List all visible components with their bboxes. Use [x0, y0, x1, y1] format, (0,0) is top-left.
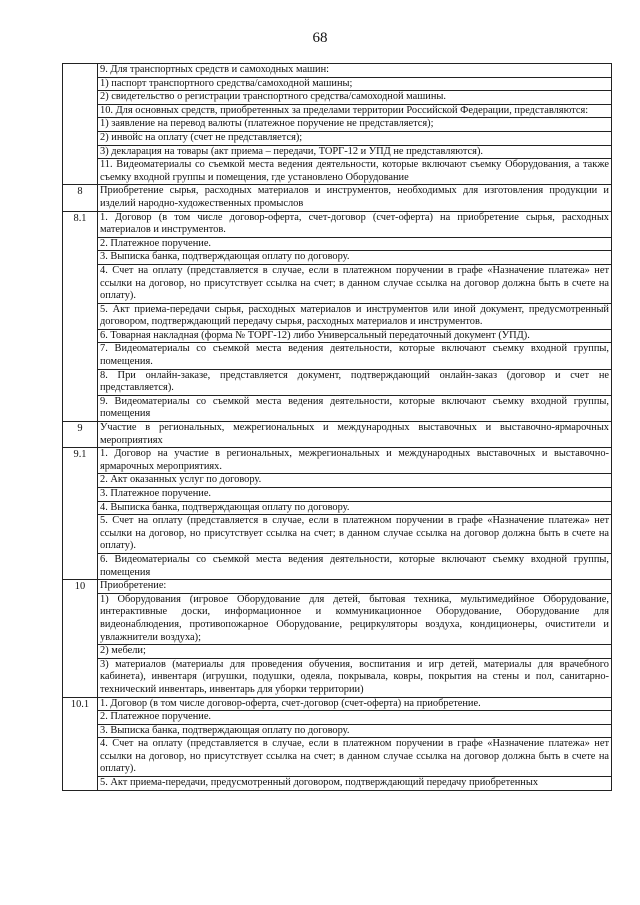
row-number: 9.1 [63, 448, 98, 580]
table-row [63, 422, 612, 448]
list-item: 3. Выписка банка, подтверждающая оплату по договору. [98, 251, 611, 265]
row-content [98, 697, 612, 790]
row-number: 9 [63, 422, 98, 448]
list-item: 10. Для основных средств, приобретенных за пределами территории Российской Федерации, представляются: [98, 105, 611, 119]
list-item: 7. Видеоматериалы со съемкой места ведения деятельности, которые включают съемку входной группы, помещения. [98, 343, 611, 369]
table-body [63, 64, 612, 791]
list-item: 2) мебели; [98, 645, 611, 659]
row-content [98, 448, 612, 580]
section-heading: Участие в региональных, межрегиональных и международных выставочных и выставочно-ярмарочных мероприятиях [100, 422, 609, 446]
list-item: 4. Счет на оплату (представляется в случае, если в платежном поручении в графе «Назначение платежа» нет ссылки на договор, но присутствует ссылка на счет; в данном случае ссылка на договор должна быть в счете на оплату). [98, 738, 611, 777]
page-number: 68 [312, 30, 328, 46]
list-item: 3. Платежное поручение. [98, 488, 611, 502]
list-item: 2) свидетельство о регистрации транспортного средства/самоходной машины. [98, 91, 611, 105]
table-row [63, 448, 612, 580]
list-item: 2. Акт оказанных услуг по договору. [98, 474, 611, 488]
section-heading: Приобретение сырья, расходных материалов и инструментов, необходимых для изготовления продукции и изделий народно-художественных промыслов [100, 185, 609, 209]
table-row [63, 697, 612, 790]
table-row [63, 64, 612, 185]
requirements-table [62, 63, 612, 791]
list-item: 1. Договор на участие в региональных, межрегиональных и международных выставочных и выставочно-ярмарочных мероприятиях. [98, 448, 611, 474]
table-row [63, 185, 612, 211]
row-content [98, 422, 612, 448]
row-number: 8 [63, 185, 98, 211]
list-item: 9. Видеоматериалы со съемкой места ведения деятельности, которые включают съемку входной группы, помещения [100, 395, 609, 420]
list-item: 5. Акт приема-передачи, предусмотренный договором, подтверждающий передачу приобретенных [100, 777, 539, 789]
table-row [63, 211, 612, 422]
list-item: 1) паспорт транспортного средства/самоходной машины; [98, 78, 611, 92]
list-item: 1. Договор (в том числе договор-оферта, счет-договор (счет-оферта) на приобретение. [98, 698, 611, 712]
list-item: 5. Счет на оплату (представляется в случае, если в платежном поручении в графе «Назначение платежа» нет ссылки на договор, но присутствует ссылка на счет; в данном случае ссылка на договор должна быть в счете на оплату). [98, 515, 611, 554]
row-content [98, 185, 612, 211]
list-item: 8. При онлайн-заказе, представляется документ, подтверждающий онлайн-заказ (договор и счет не представляется). [98, 370, 611, 396]
row-content [98, 211, 612, 422]
list-item: 2) инвойс на оплату (счет не представляется); [98, 132, 611, 146]
row-number: 8.1 [63, 211, 98, 422]
list-item: 2. Платежное поручение. [98, 711, 611, 725]
list-item: 1) Оборудования (игровое Оборудование для детей, бытовая техника, мультимедийное Оборудование, интерактивные доски, информационное и коммуникационное Оборудование, Оборудование для видеонаблюдения, противопожарное Оборудование, рециркуляторы воздуха, кондиционеры, очистители и увлажнители воздуха); [98, 594, 611, 645]
row-content [98, 64, 612, 185]
list-item: 3) материалов (материалы для проведения обучения, воспитания и игр детей, материалы для врачебного кабинета), инвентаря (игрушки, подушки, одеяла, покрывала, ковры, покрытия на стены и пол, санитарно-технический инвентарь, инвентарь для уборки территории) [100, 658, 609, 695]
list-item: 3. Выписка банка, подтверждающая оплату по договору. [98, 725, 611, 739]
list-item: 4. Выписка банка, подтверждающая оплату по договору. [98, 502, 611, 516]
list-item: 2. Платежное поручение. [98, 238, 611, 252]
list-item: 4. Счет на оплату (представляется в случае, если в платежном поручении в графе «Назначение платежа» нет ссылки на договор, но присутствует ссылка на счет; в данном случае ссылка на договор должна быть в счете на оплату). [98, 265, 611, 304]
row-number: 10 [63, 580, 98, 697]
list-item: 5. Акт приема-передачи сырья, расходных материалов и инструментов или иной документ, предусмотренный договором, подтверждающий передачу сырья, расходных материалов и инструментов. [98, 304, 611, 330]
list-item: 1. Договор (в том числе договор-оферта, счет-договор (счет-оферта) на приобретение сырья, расходных материалов и инструментов. [98, 212, 611, 238]
list-item: 11. Видеоматериалы со съемкой места ведения деятельности, которые включают съемку Оборудования, а также съемку входной группы и помещения, где установлено Оборудование [100, 159, 609, 183]
row-number: 10.1 [63, 697, 98, 790]
list-item: 9. Для транспортных средств и самоходных машин: [98, 64, 611, 78]
table-row [63, 580, 612, 697]
list-item: 1) заявление на перевод валюты (платежное поручение не представляется); [98, 118, 611, 132]
row-number [63, 64, 98, 185]
list-item: 3) декларация на товары (акт приема – передачи, ТОРГ-12 и УПД не представляются). [98, 146, 611, 160]
row-content [98, 580, 612, 697]
list-item: 6. Товарная накладная (форма № ТОРГ-12) либо Универсальный передаточный документ (УПД). [98, 330, 611, 344]
list-item: Приобретение: [98, 580, 611, 594]
list-item: 6. Видеоматериалы со съемкой места ведения деятельности, которые включают съемку входной группы, помещения [100, 553, 609, 578]
